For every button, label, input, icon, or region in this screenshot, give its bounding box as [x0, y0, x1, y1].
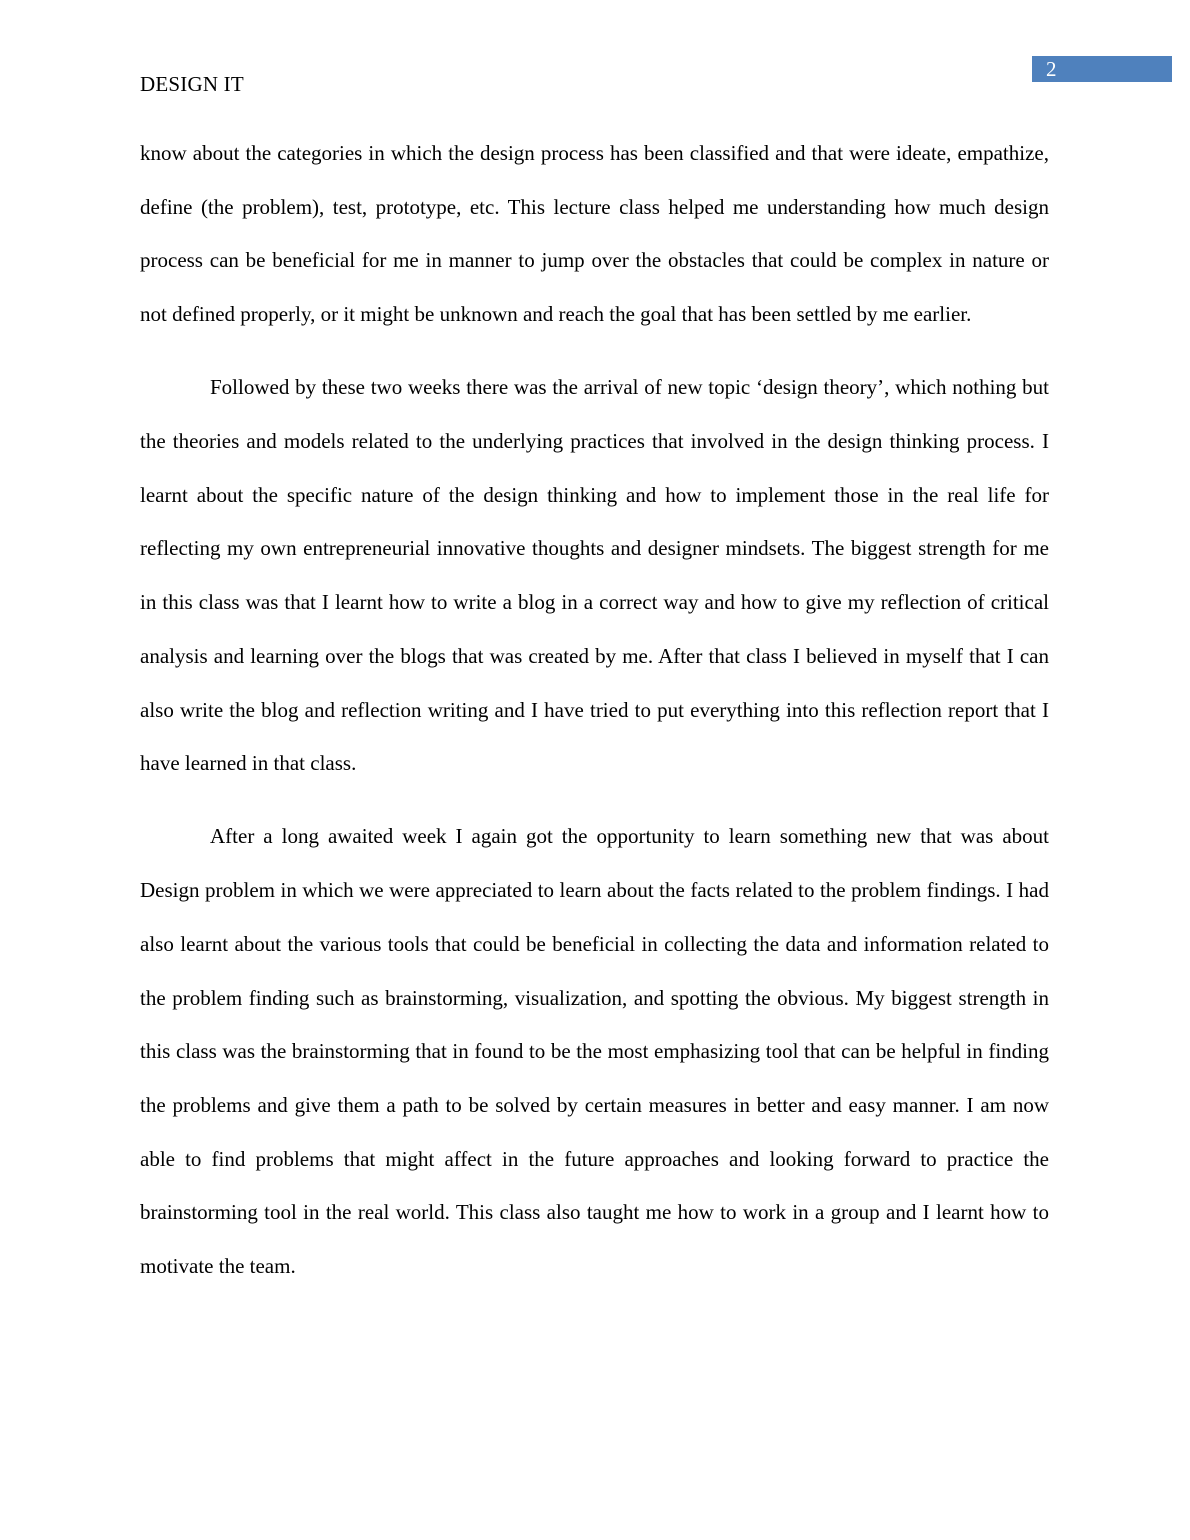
paragraph-1: know about the categories in which the design process has been classified and that were ideate, empathize, define (the problem), test, prototype, etc. This lecture class helped me understanding how much design process can be beneficial for me in manner to jump over the obstacles that could be complex in nature or not defined properly, or it might be unknown and reach the goal that has been settled by me earlier. — [140, 141, 1049, 327]
paragraph-2: Followed by these two weeks there was the arrival of new topic ‘design theory’, which nothing but the theories and models related to the underlying practices that involved in the design thinking process. I learnt about the specific nature of the design thinking and how to implement those in the real life for reflecting my own entrepreneurial innovative thoughts and designer mindsets. The biggest strength for me in this class was that I learnt how to write a blog in a correct way and how to give my reflection of critical analysis and learning over the blogs that was created by me. After that class I believed in myself that I can also write the blog and reflection writing and I have tried to put everything into this reflection report that I have learned in that class. — [140, 375, 1049, 776]
document-body — [140, 127, 1049, 1294]
paragraph-3: After a long awaited week I again got the opportunity to learn something new that was about Design problem in which we were appreciated to learn about the facts related to the problem findings. I had also learnt about the various tools that could be beneficial in collecting the data and information related to the problem finding such as brainstorming, visualization, and spotting the obvious. My biggest strength in this class was the brainstorming that in found to be the most emphasizing tool that can be helpful in finding the problems and give them a path to be solved by certain measures in better and easy manner. I am now able to find problems that might affect in the future approaches and looking forward to practice the brainstorming tool in the real world. This class also taught me how to work in a group and I learnt how to motivate the team. — [140, 824, 1049, 1279]
page-number: 2 — [1046, 57, 1057, 81]
page-number-bar — [1032, 56, 1172, 82]
running-head: DESIGN IT — [140, 72, 244, 96]
